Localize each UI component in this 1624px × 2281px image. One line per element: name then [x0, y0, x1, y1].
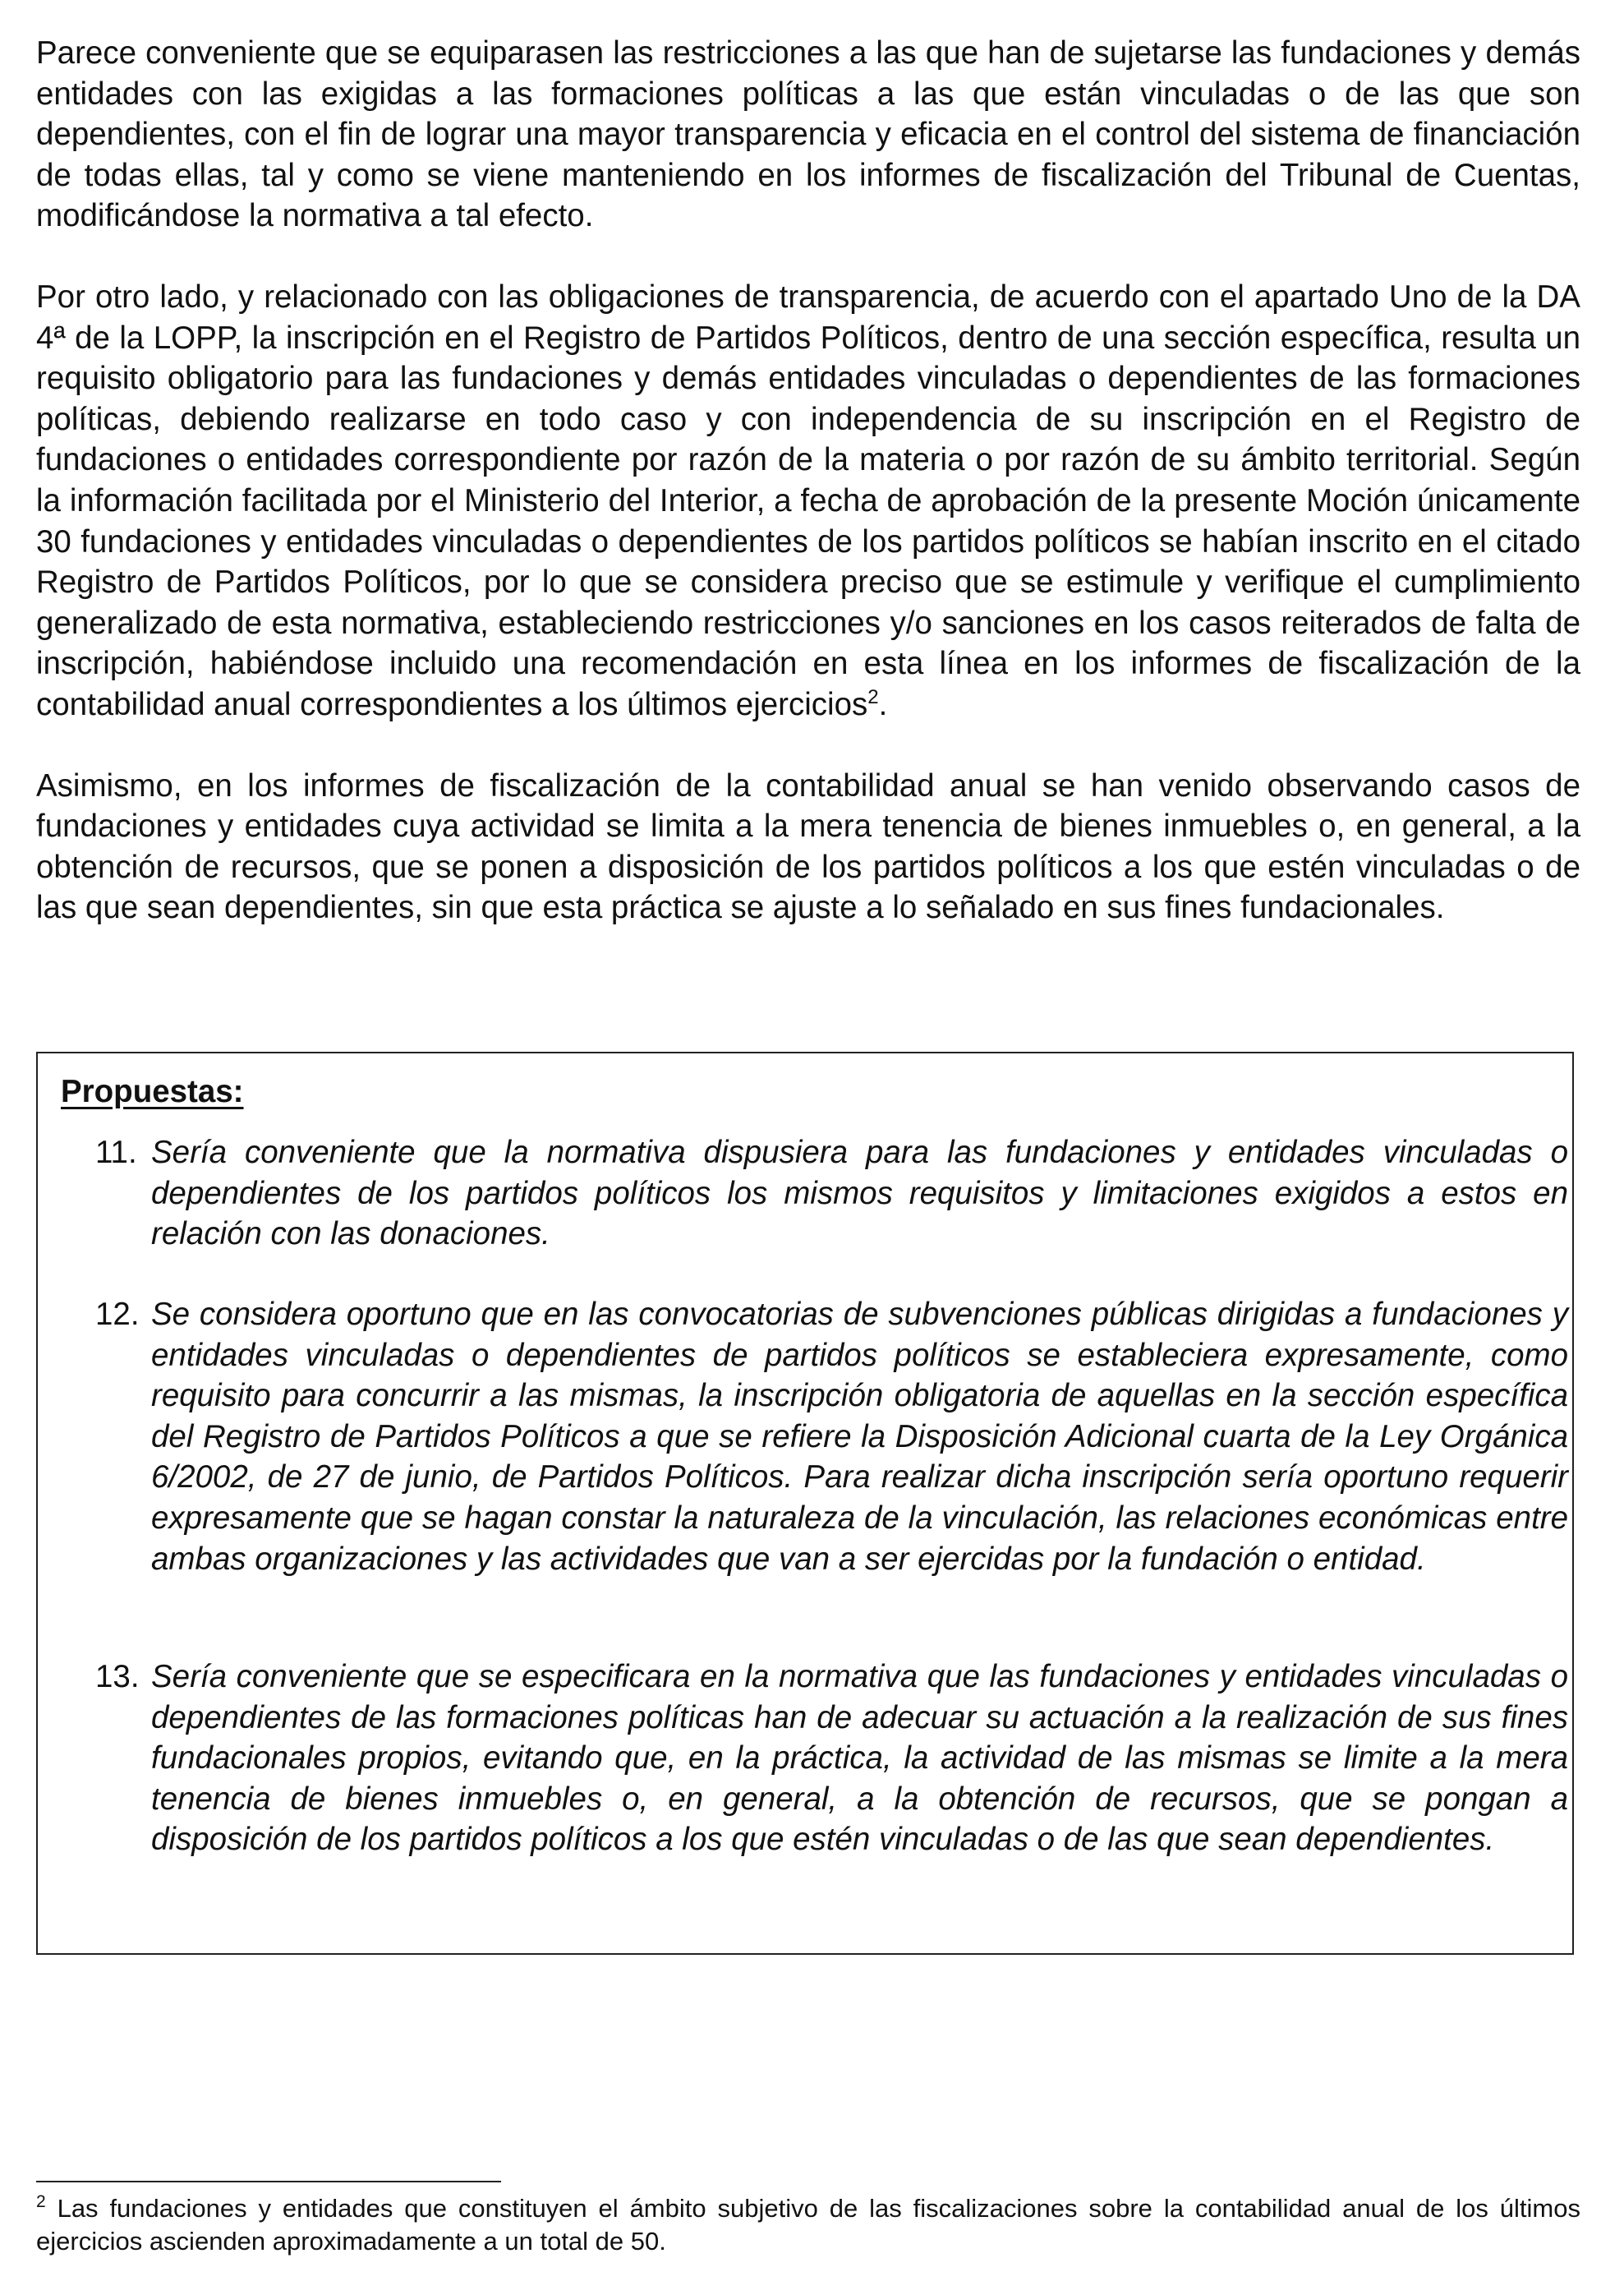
proposals-box	[36, 1052, 1574, 1955]
document-body	[36, 33, 1580, 969]
proposal-number: 11.	[95, 1135, 137, 1170]
proposal-text: Sería conveniente que la normativa dispusiera para las fundaciones y entidades vinculadas o dependientes de los partidos políticos los mismos requisitos y limitaciones exigidos a estos en relación con las donaciones.	[151, 1135, 1568, 1252]
paragraph-2-text: Por otro lado, y relacionado con las obligaciones de transparencia, de acuerdo con el apartado Uno de la DA 4ª de la LOPP, la inscripción en el Registro de Partidos Políticos, dentro de una sección específica, resulta un requisito obligatorio para las fundaciones y demás entidades vinculadas o dependientes de las formaciones políticas, debiendo realizarse en todo caso y con independencia de su inscripción en el Registro de fundaciones o entidades correspondiente por razón de la materia o por razón de su ámbito territorial. Según la información facilitada por el Ministerio del Interior, a fecha de aprobación de la presente Moción únicamente 30 fundaciones y entidades vinculadas o dependientes de los partidos políticos se habían inscrito en el citado Registro de Partidos Políticos, por lo que se considera preciso que se estimule y verifique el cumplimiento generalizado de esta normativa, estableciendo restricciones y/o sanciones en los casos reiterados de falta de inscripción, habiéndose incluido una recomendación en esta línea en los informes de fiscalización de la contabilidad anual correspondientes a los últimos ejercicios	[36, 279, 1580, 722]
footnote-reference[interactable]: 2	[867, 685, 879, 708]
paragraph-3-text: Asimismo, en los informes de fiscalización de la contabilidad anual se han venido observando casos de fundaciones y entidades cuya actividad se limita a la mera tenencia de bienes inmuebles o, en general, a la obtención de recursos, que se ponen a disposición de los partidos políticos a los que estén vinculadas o de las que sean dependientes, sin que esta práctica se ajuste a lo señalado en sus fines fundacionales.	[36, 767, 1580, 926]
proposal-text: Sería conveniente que se especificara en la normativa que las fundaciones y entidades vinculadas o dependientes de las formaciones políticas han de adecuar su actuación a la realización de sus fines fundacionales propios, evitando que, en la práctica, la actividad de las mismas se limite a la mera tenencia de bienes inmuebles o, en general, a la obtención de recursos, que se pongan a disposición de los partidos políticos a los que estén vinculadas o de las que sean dependientes.	[151, 1659, 1568, 1858]
paragraph-2-tail: .	[878, 686, 888, 722]
footnote-text: Las fundaciones y entidades que constituyen el ámbito subjetivo de las fiscalizaciones sobre la contabilidad anual de los últimos ejercicios ascienden aproximadamente a un total de 50.	[36, 2194, 1580, 2256]
proposals-title: Propuestas:	[61, 1074, 244, 1109]
proposal-number: 12.	[95, 1297, 140, 1332]
proposal-text: Se considera oportuno que en las convocatorias de subvenciones públicas dirigidas a fundaciones y entidades vinculadas o dependientes de partidos políticos se estableciera expresamente, como requisito para concurrir a las mismas, la inscripción obligatoria de aquellas en la sección específica del Registro de Partidos Políticos a que se refiere la Disposición Adicional cuarta de la Ley Orgánica 6/2002, de 27 de junio, de Partidos Políticos. Para realizar dicha inscripción sería oportuno requerir expresamente que se hagan constar la naturaleza de la vinculación, las relaciones económicas entre ambas organizaciones y las actividades que van a ser ejercidas por la fundación o entidad.	[151, 1297, 1568, 1577]
footnote-separator	[36, 2181, 501, 2182]
paragraph-1	[36, 33, 1580, 237]
footnote	[36, 2192, 1580, 2258]
paragraph-2	[36, 277, 1580, 726]
paragraph-3	[36, 766, 1580, 929]
footnote-marker: 2	[36, 2192, 46, 2211]
paragraph-1-text: Parece conveniente que se equiparasen las restricciones a las que han de sujetarse las fundaciones y demás entidades con las exigidas a las formaciones políticas a las que están vinculadas o de las que son dependientes, con el fin de lograr una mayor transparencia y eficacia en el control del sistema de financiación de todas ellas, tal y como se viene manteniendo en los informes de fiscalización del Tribunal de Cuentas, modificándose la normativa a tal efecto.	[36, 35, 1580, 234]
proposal-number: 13.	[95, 1659, 140, 1694]
